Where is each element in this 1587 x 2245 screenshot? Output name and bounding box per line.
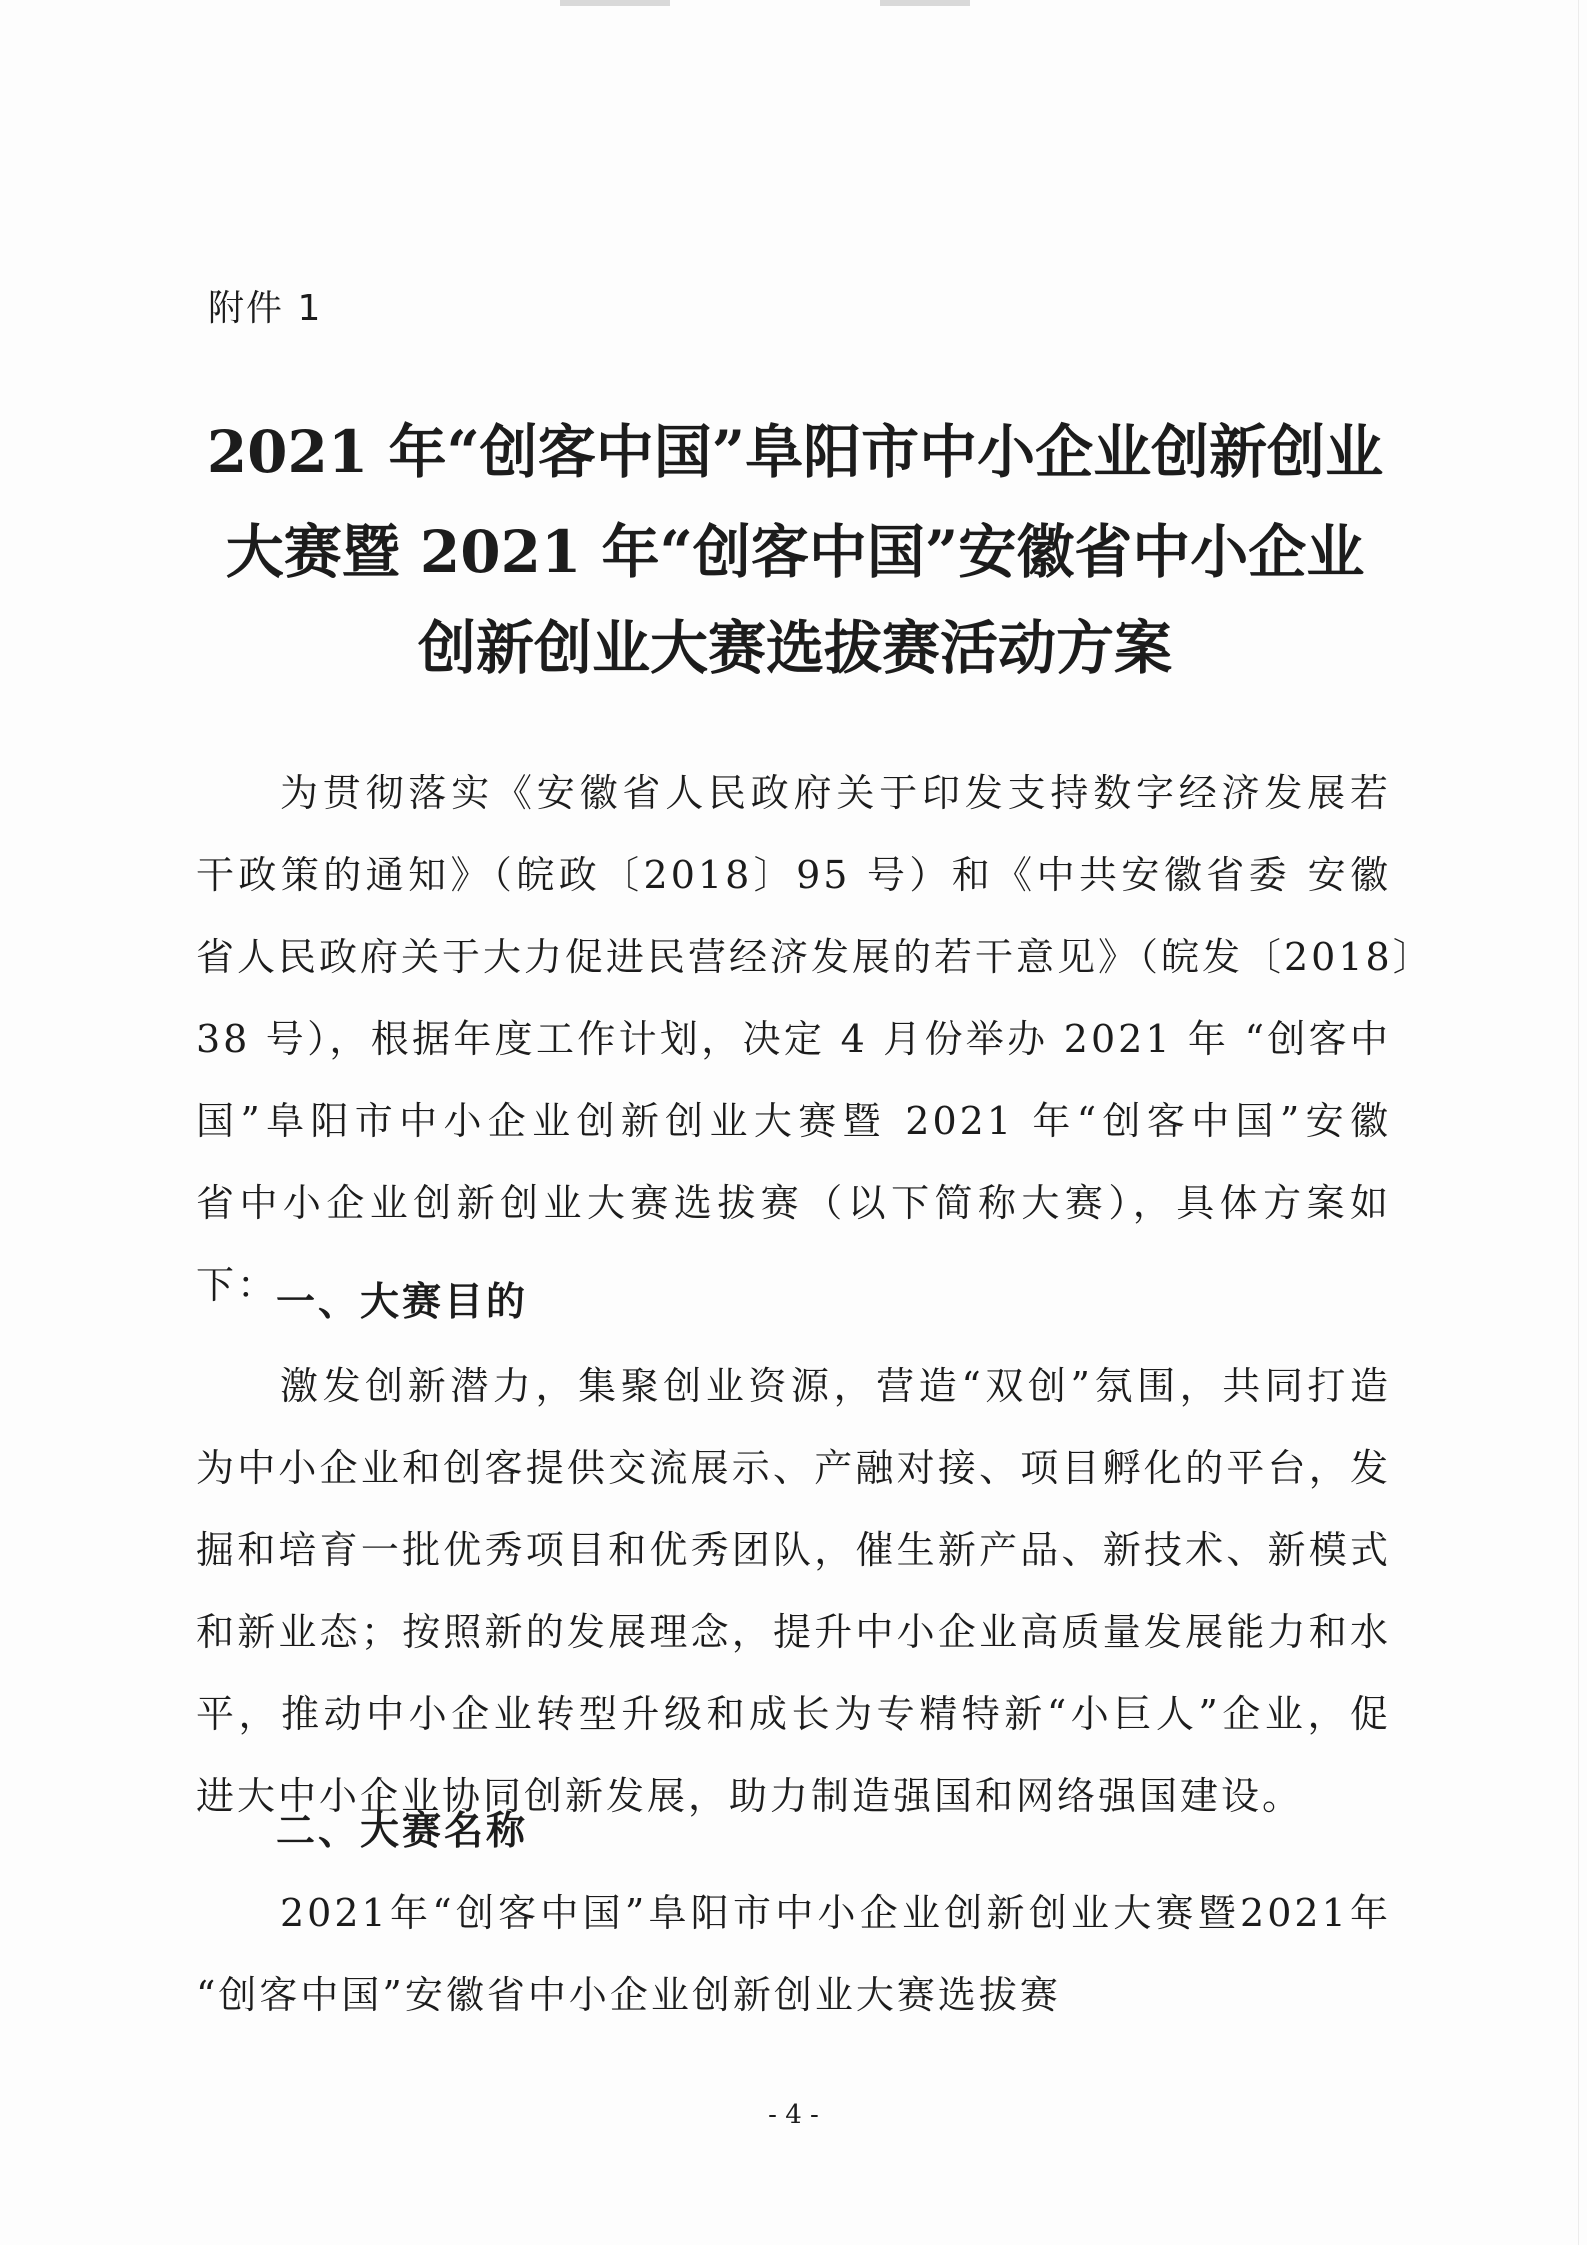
- document-title-line: 大赛暨 2021 年“创客中国”安徽省中小企业: [225, 518, 1365, 586]
- intro-paragraph: [196, 752, 1434, 1326]
- text-line: 省中小企业创新创业大赛选拔赛（以下简称大赛），具体方案如: [196, 1181, 1391, 1225]
- text-line: 2021年“创客中国”阜阳市中小企业创新创业大赛暨2021年: [280, 1891, 1391, 1935]
- document-title-line: 2021 年“创客中国”阜阳市中小企业创新创业: [206, 418, 1384, 486]
- scan-artifact: [560, 0, 670, 6]
- section-heading: 一、大赛目的: [276, 1280, 529, 1325]
- section-paragraph: [196, 1872, 1391, 2036]
- section-heading: 二、大赛名称: [276, 1809, 529, 1854]
- text-line: 干政策的通知》（皖政〔2018〕95 号）和《中共安徽省委 安徽: [196, 853, 1391, 897]
- scan-edge: [1578, 0, 1579, 2245]
- text-line: “创客中国”安徽省中小企业创新创业大赛选拔赛: [196, 1973, 1061, 2017]
- text-line: 进大中小企业协同创新发展，助力制造强国和网络强国建设。: [196, 1774, 1304, 1818]
- text-line: 激发创新潜力，集聚创业资源，营造“双创”氛围，共同打造: [280, 1364, 1391, 1408]
- section-paragraph: [196, 1345, 1391, 1837]
- text-line: 平，推动中小企业转型升级和成长为专精特新“小巨人”企业，促: [196, 1692, 1391, 1736]
- page-number: - 4 -: [768, 2100, 819, 2130]
- text-line: 为贯彻落实《安徽省人民政府关于印发支持数字经济发展若: [280, 771, 1391, 815]
- text-line: 下：: [196, 1263, 279, 1307]
- document-title-line: 创新创业大赛选拔赛活动方案: [417, 614, 1172, 682]
- text-line: 38 号），根据年度工作计划，决定 4 月份举办 2021 年 “创客中: [196, 1017, 1391, 1061]
- attachment-label: 附件 1: [208, 288, 323, 329]
- text-line: 为中小企业和创客提供交流展示、产融对接、项目孵化的平台，发: [196, 1446, 1391, 1490]
- text-line: 和新业态；按照新的发展理念，提升中小企业高质量发展能力和水: [196, 1610, 1391, 1654]
- text-line: 国”阜阳市中小企业创新创业大赛暨 2021 年“创客中国”安徽: [196, 1099, 1391, 1143]
- scan-artifact: [880, 0, 970, 6]
- text-line: 省人民政府关于大力促进民营经济发展的若干意见》（皖发〔2018〕: [196, 935, 1434, 979]
- text-line: 掘和培育一批优秀项目和优秀团队，催生新产品、新技术、新模式: [196, 1528, 1391, 1572]
